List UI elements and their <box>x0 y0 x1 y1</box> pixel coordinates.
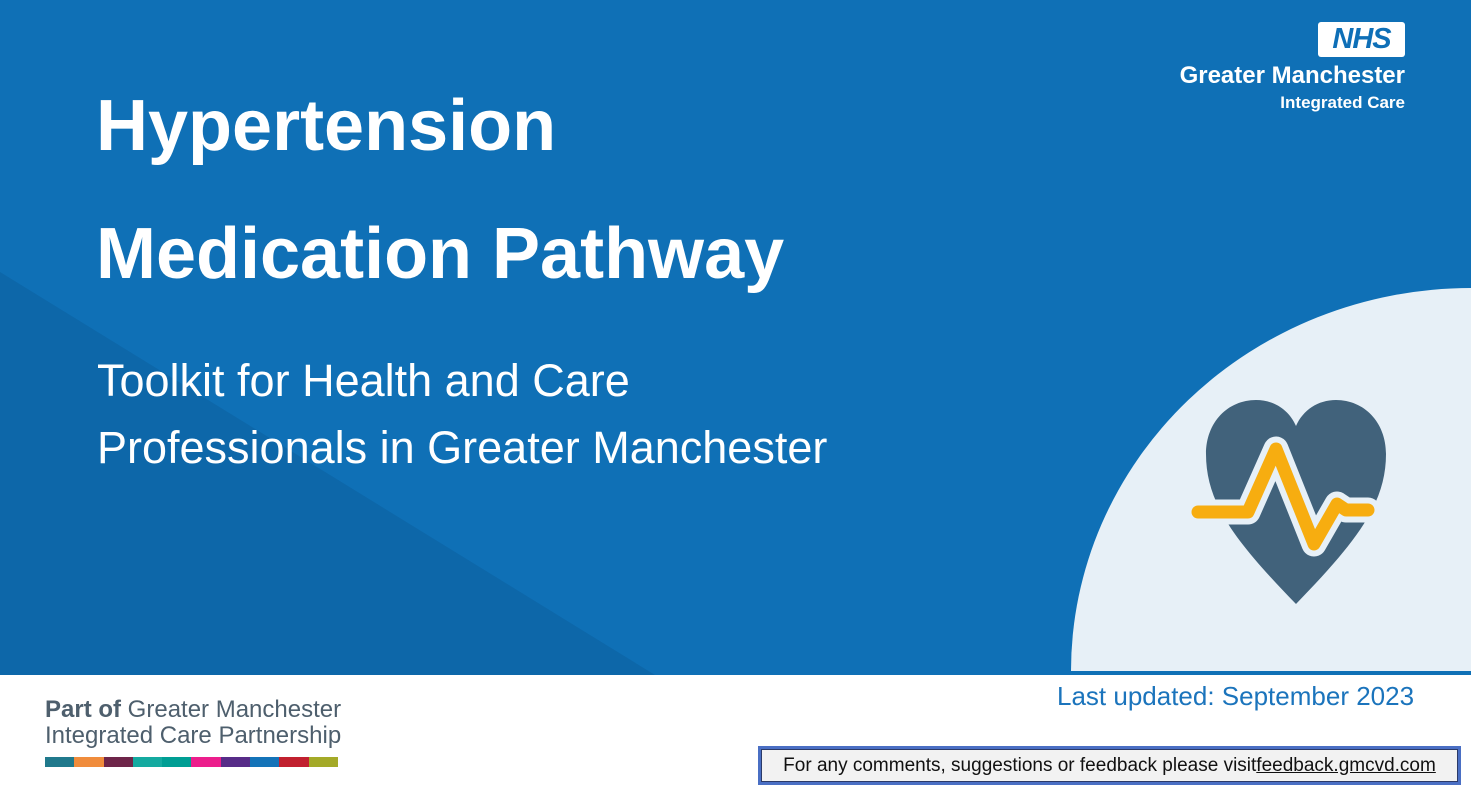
corner-accent-shape <box>1071 288 1471 671</box>
color-bar-segment <box>74 757 103 767</box>
last-updated-text: Last updated: September 2023 <box>1057 681 1415 711</box>
nhs-org-name: Greater Manchester <box>1179 62 1405 89</box>
partnership-line2: Integrated Care Partnership <box>45 722 342 749</box>
color-bar-segment <box>162 757 191 767</box>
slide-title <box>96 62 784 318</box>
nhs-division-name: Integrated Care <box>1280 93 1405 112</box>
slide-subtitle <box>97 347 827 481</box>
partnership-line1-rest: Greater Manchester <box>121 696 342 723</box>
feedback-text: For any comments, suggestions or feedback please visit <box>783 754 1257 776</box>
color-bar-segment <box>104 757 133 767</box>
color-bar-segment <box>221 757 250 767</box>
slide-subtitle-line1: Toolkit for Health and Care <box>97 355 630 406</box>
color-bar-segment <box>191 757 220 767</box>
color-bar-segment <box>279 757 308 767</box>
slide-title-line1: Hypertension <box>96 86 557 166</box>
partnership-line1 <box>45 697 341 723</box>
partnership-color-bar <box>45 757 338 767</box>
nhs-logo-letters: NHS <box>1332 23 1391 55</box>
slide-subtitle-line2: Professionals in Greater Manchester <box>97 422 828 473</box>
heart-pulse-icon <box>1181 392 1401 612</box>
color-bar-segment <box>45 757 74 767</box>
feedback-banner <box>758 746 1461 785</box>
color-bar-segment <box>309 757 338 767</box>
nhs-logo <box>1180 22 1405 113</box>
feedback-link[interactable]: feedback.gmcvd.com <box>1256 754 1436 776</box>
color-bar-segment <box>250 757 279 767</box>
partnership-prefix: Part of <box>45 696 122 723</box>
color-bar-segment <box>133 757 162 767</box>
nhs-logo-box <box>1318 22 1405 57</box>
partnership-logo <box>45 697 341 767</box>
slide-title-line2: Medication Pathway <box>96 214 785 294</box>
